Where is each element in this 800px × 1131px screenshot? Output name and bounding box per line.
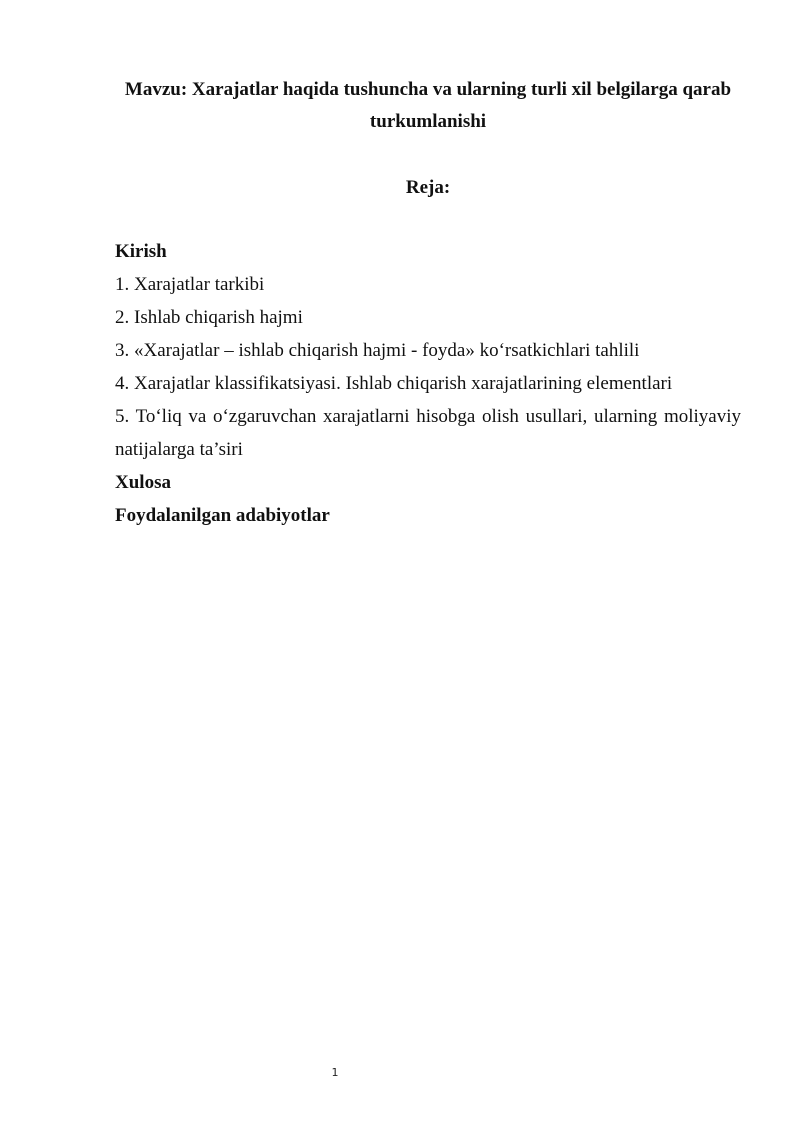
page-number: 1 <box>331 1066 339 1079</box>
plan-item-3: 3. «Xarajatlar – ishlab chiqarish hajmi - foyda» ko‘rsatkichlari tahlili <box>115 340 640 361</box>
plan-item-1: 1. Xarajatlar tarkibi <box>115 274 265 295</box>
plan-item-2: 2. Ishlab chiqarish hajmi <box>115 307 303 328</box>
plan-item-4: 4. Xarajatlar klassifikatsiyasi. Ishlab chiqarish xarajatlarining elementlari <box>115 373 673 394</box>
plan-content <box>115 235 741 532</box>
plan-item-5: 5. To‘liq va o‘zgaruvchan xarajatlarni hisobga olish usullari, ularning moliyaviy natijalarga ta’siri <box>115 406 741 460</box>
references-heading: Foydalanilgan adabiyotlar <box>115 505 330 526</box>
conclusion-heading: Xulosa <box>115 472 171 493</box>
document-title: Mavzu: Xarajatlar haqida tushuncha va ularning turli xil belgilarga qarab turkumlanishi <box>124 79 732 132</box>
intro-heading: Kirish <box>115 241 167 262</box>
plan-heading: Reja: <box>405 177 451 198</box>
